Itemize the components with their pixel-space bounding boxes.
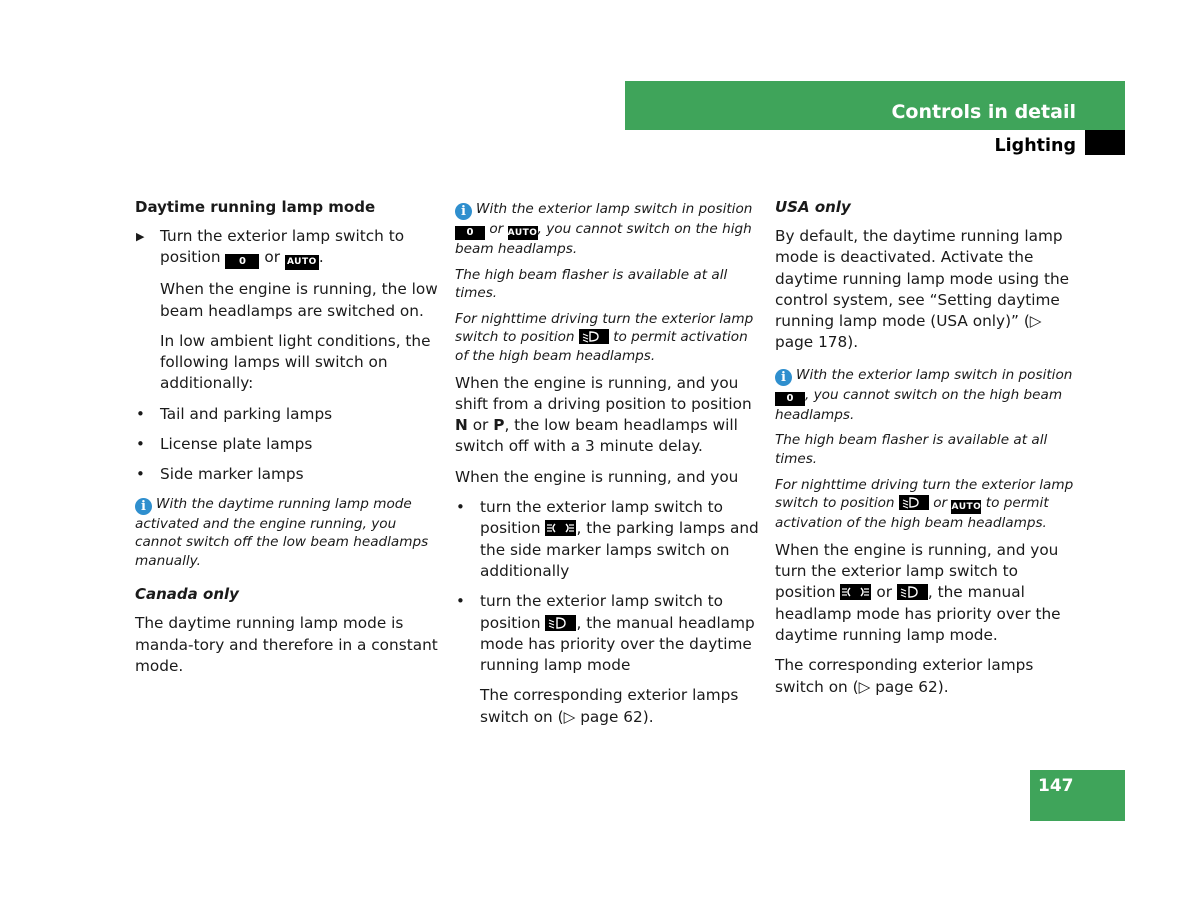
paragraph [455, 373, 760, 458]
switch-position-0-icon: 0 [225, 254, 259, 269]
note-text: With the exterior lamp switch in position [476, 201, 753, 217]
paragraph-or: or [876, 583, 892, 602]
info-note: The high beam flasher is available at all times. [455, 266, 728, 302]
note-text: For nighttime driving turn the exterior lamp switch to position [455, 310, 754, 346]
info-note [775, 476, 1075, 533]
switch-position-auto-icon: AUTO [951, 502, 982, 513]
step-or-text: or [264, 248, 280, 267]
info-icon: i [775, 369, 792, 386]
paragraph: The corresponding exterior lamps switch on (▷ page 62). [775, 656, 1034, 696]
info-note [135, 495, 440, 571]
paragraph [775, 540, 1075, 646]
gear-n: N [455, 416, 468, 435]
heading-usa-only: USA only [775, 198, 851, 216]
switch-position-auto-icon: AUTO [285, 255, 319, 270]
list-item: • Tail and parking lamps [135, 404, 440, 425]
subsection-title: Lighting [994, 136, 1076, 156]
paragraph: When the engine is running, the low beam headlamps are switched on. [160, 280, 438, 320]
section-title: Controls in detail [891, 101, 1076, 123]
info-icon: i [135, 498, 152, 515]
note-text: to permit activation of the high beam headlamps. [775, 495, 1049, 532]
low-beam-icon [897, 584, 928, 600]
column-right [775, 196, 1075, 707]
list-item: • License plate lamps [135, 434, 440, 455]
switch-position-auto-icon: AUTO [507, 228, 538, 238]
paragraph: When the engine is running, and you [455, 467, 739, 486]
note-text: to permit activation of the high beam headlamps. [455, 329, 748, 364]
paragraph-text: When the engine is running, and you turn the exterior lamp switch to position [775, 540, 1059, 602]
paragraph-text: When the engine is running, and you shift from a driving position to position [455, 373, 752, 413]
heading-daytime-running-lamp-mode: Daytime running lamp mode [135, 198, 376, 216]
paragraph-or: or [472, 416, 489, 435]
step-end-text: . [318, 248, 324, 267]
list-item [455, 591, 760, 676]
low-beam-icon [545, 615, 576, 631]
note-text: With the daytime running lamp mode activated and the engine running, you cannot switch off the low beam headlamps manually. [135, 495, 429, 569]
info-icon: i [455, 203, 472, 220]
subsection-marker [1085, 130, 1125, 155]
heading-canada-only: Canada only [135, 585, 239, 604]
low-beam-icon [899, 495, 929, 510]
paragraph: In low ambient light conditions, the following lamps will switch on additionally: [160, 331, 431, 393]
note-or-text: or [933, 495, 948, 512]
note-text: , you cannot switch on the high beam headlamps. [775, 386, 1063, 423]
paragraph-text: , the manual headlamp mode has priority over the daytime running lamp mode. [775, 583, 1061, 644]
paragraph: The corresponding exterior lamps switch on (▷ page 62). [480, 686, 739, 726]
instruction-step [135, 226, 440, 270]
parking-lamps-icon [840, 584, 871, 600]
paragraph: By default, the daytime running lamp mode is deactivated. Activate the daytime running lamp mode using the control system, see “Setting daytime running lamp mode (USA only)” (▷ page 178). [775, 227, 1070, 352]
list-text: turn the exterior lamp switch to position [480, 498, 724, 538]
list-item: • Side marker lamps [135, 464, 440, 485]
page-number: 147 [1038, 776, 1074, 796]
note-text: With the exterior lamp switch in position [796, 366, 1073, 383]
list-item [455, 497, 760, 582]
column-middle [455, 196, 760, 737]
info-note [455, 200, 760, 259]
info-note: The high beam flasher is available at all times. [775, 432, 1048, 467]
step-text: Turn the exterior lamp switch to position [160, 227, 405, 267]
list-text: , the manual headlamp mode has priority over the daytime running lamp mode [480, 613, 755, 675]
parking-lamps-icon [545, 520, 576, 536]
switch-position-0-icon: 0 [775, 392, 805, 406]
paragraph: The daytime running lamp mode is manda-tory and therefore in a constant mode. [135, 614, 438, 676]
note-text: , you cannot switch on the high beam headlamps. [455, 221, 752, 257]
list-text: turn the exterior lamp switch to position [480, 592, 724, 632]
info-note [455, 310, 760, 366]
note-or-text: or [489, 221, 504, 237]
paragraph-text: , the low beam headlamps will switch off with a 3 minute delay. [455, 416, 738, 456]
low-beam-icon [579, 329, 609, 344]
info-note [775, 366, 1075, 425]
gear-p: P [493, 416, 505, 435]
column-left [135, 196, 440, 686]
list-text: , the parking lamps and the side marker lamps switch on additionally [480, 519, 759, 580]
switch-position-0-icon: 0 [455, 226, 485, 240]
note-text: For nighttime driving turn the exterior lamp switch to position [775, 476, 1074, 512]
